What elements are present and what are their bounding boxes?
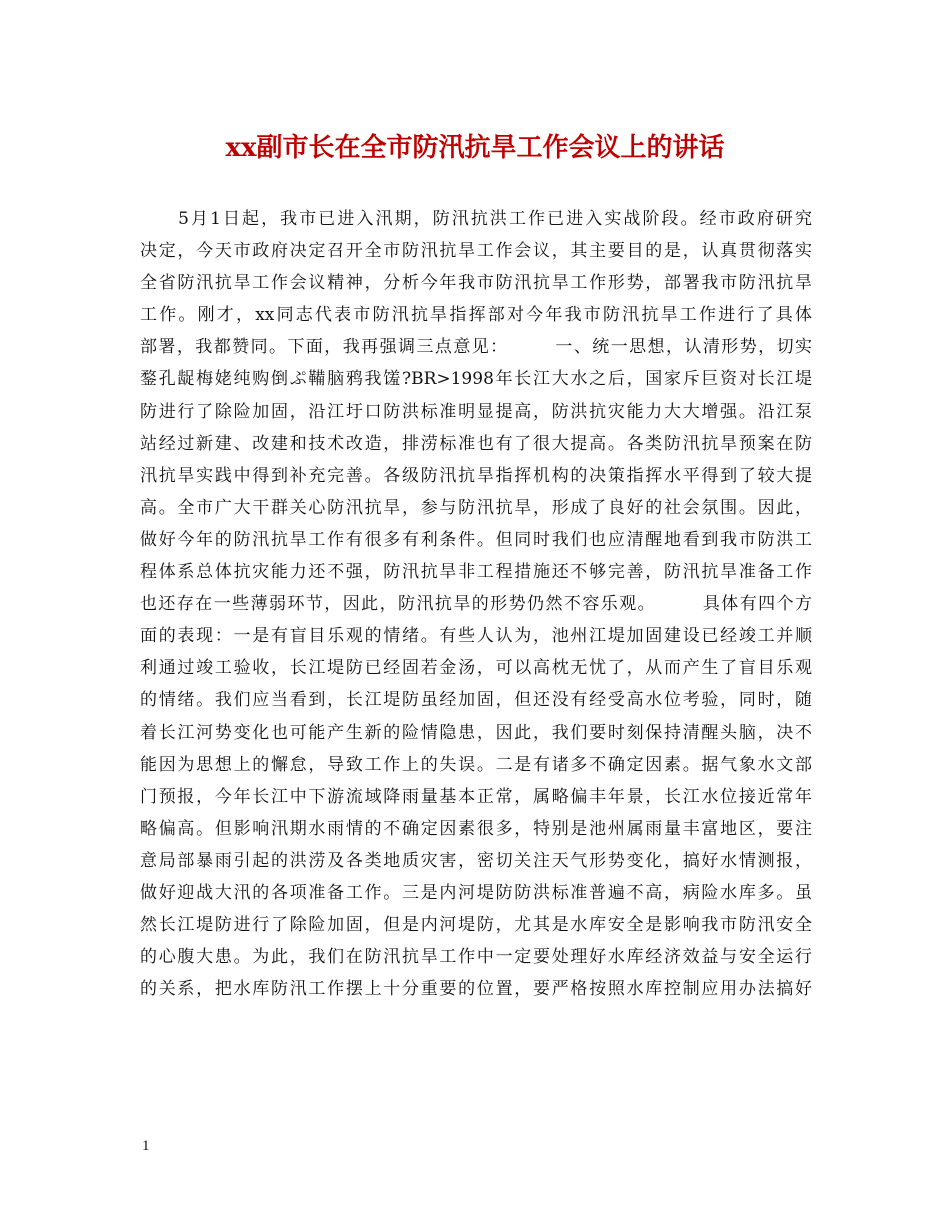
body-line: 程体系总体抗灾能力还不强，防汛抗旱非工程措施还不够完善，防汛抗旱准备工作: [140, 562, 812, 583]
body-line: 高。全市广大干群关心防汛抗旱，参与防汛抗旱，形成了良好的社会氛围。因此，: [140, 497, 812, 518]
body-line: 利通过竣工验收，长江堤防已经固若金汤，可以高枕无忧了，从而产生了盲目乐观: [140, 658, 812, 679]
body-line: 能因为思想上的懈怠，导致工作上的失误。二是有诸多不确定因素。据气象水文部: [140, 754, 812, 775]
body-line: 汛抗旱实践中得到补充完善。各级防汛抗旱指挥机构的决策指挥水平得到了较大提: [140, 465, 812, 486]
document-body: [140, 203, 812, 1005]
body-line: 门预报，今年长江中下游流域降雨量基本正常，属略偏丰年景，长江水位接近常年: [140, 786, 812, 807]
body-line: 部署，我都赞同。下面，我再强调三点意见： 一、统一思想，认清形势，切实: [140, 337, 812, 358]
body-line: 面的表现：一是有盲目乐观的情绪。有些人认为，池州江堤加固建设已经竣工并顺: [140, 626, 812, 647]
body-line: 防进行了除险加固，沿江圩口防洪标准明显提高，防洪抗灾能力大大增强。沿江泵: [140, 401, 812, 422]
body-line: 略偏高。但影响汛期水雨情的不确定因素很多，特别是池州属雨量丰富地区，要注: [140, 818, 812, 839]
body-line: 的情绪。我们应当看到，长江堤防虽经加固，但还没有经受高水位考验，同时，随: [140, 690, 812, 711]
body-line: 的心腹大患。为此，我们在防汛抗旱工作中一定要处理好水库经济效益与安全运行: [140, 947, 812, 968]
body-line: 做好今年的防汛抗旱工作有很多有利条件。但同时我们也应清醒地看到我市防洪工: [140, 529, 812, 550]
body-line: 做好迎战大汛的各项准备工作。三是内河堤防防洪标准普遍不高，病险水库多。虽: [140, 882, 812, 903]
body-line: 站经过新建、改建和技术改造，排涝标准也有了很大提高。各类防汛抗旱预案在防: [140, 433, 812, 454]
body-line: 全省防汛抗旱工作会议精神，分析今年我市防汛抗旱工作形势，部署我市防汛抗旱: [140, 273, 812, 294]
body-line: 的关系，把水库防汛工作摆上十分重要的位置，要严格按照水库控制应用办法搞好: [140, 979, 812, 1000]
body-line: 然长江堤防进行了除险加固，但是内河堤防，尤其是水库安全是影响我市防汛安全: [140, 915, 812, 936]
body-line: 工作。刚才，xx同志代表市防汛抗旱指挥部对今年我市防汛抗旱工作进行了具体: [140, 305, 812, 326]
body-line: 意局部暴雨引起的洪涝及各类地质灾害，密切关注天气形势变化，搞好水情测报，: [140, 850, 812, 871]
body-line: 鍪孔龊梅姥纯购倒ぷ鞴脑鸦我馐?BR>1998年长江大水之后，国家斥巨资对长江堤: [140, 369, 812, 390]
body-line: 着长江河势变化也可能产生新的险情隐患，因此，我们要时刻保持清醒头脑，决不: [140, 722, 812, 743]
document-title: xx副市长在全市防汛抗旱工作会议上的讲话: [225, 133, 725, 163]
page-number: 1: [142, 1138, 150, 1154]
body-line: 5月1日起，我市已进入汛期，防汛抗洪工作已进入实战阶段。经市政府研究: [140, 209, 812, 229]
body-line: 也还存在一些薄弱环节，因此，防汛抗旱的形势仍然不容乐观。 具体有四个方: [140, 594, 812, 615]
body-line: 决定，今天市政府决定召开全市防汛抗旱工作会议，其主要目的是，认真贯彻落实: [140, 241, 812, 262]
